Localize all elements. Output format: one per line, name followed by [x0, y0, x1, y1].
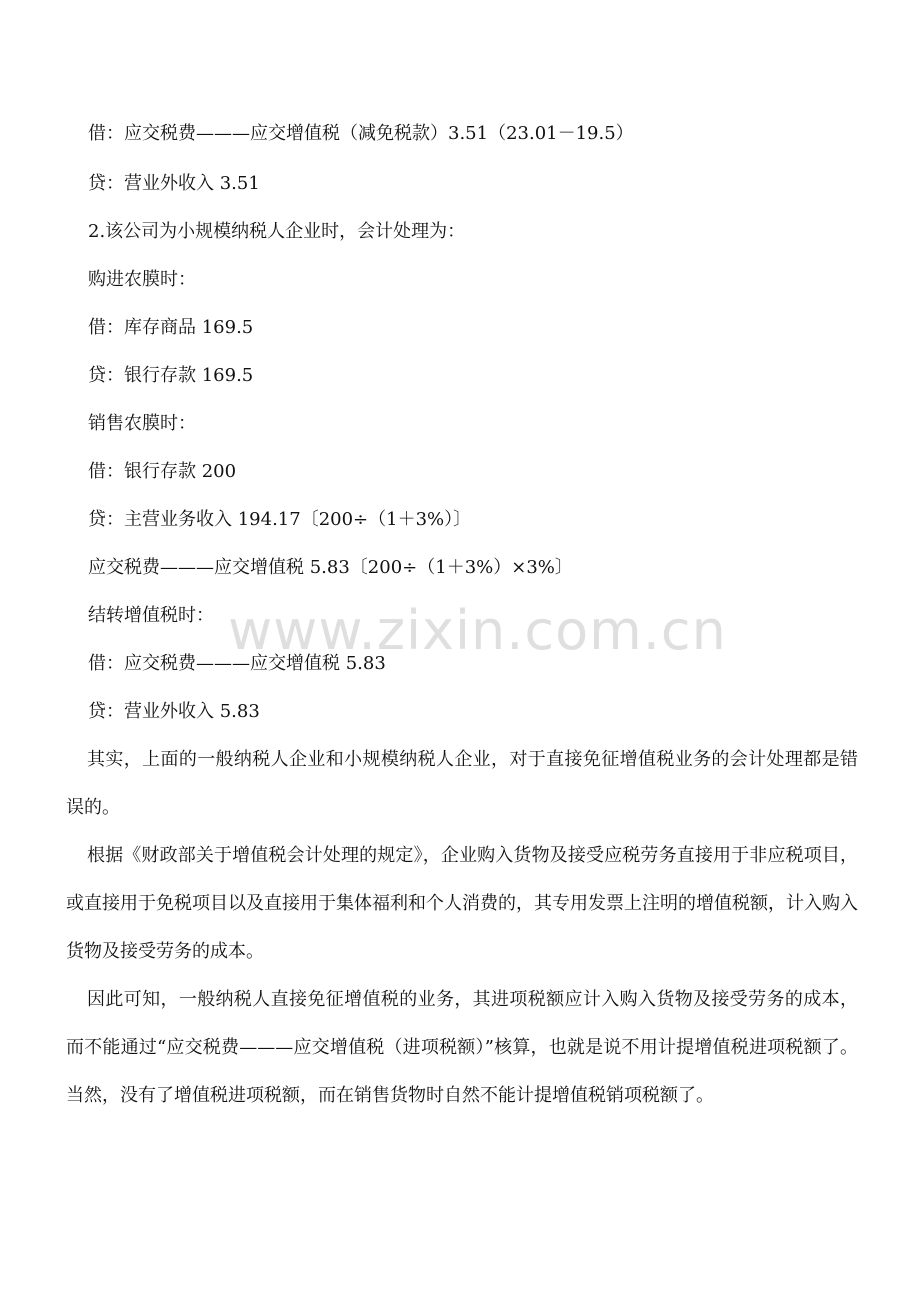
paragraph-implication: 因此可知，一般纳税人直接免征增值税的业务，其进项税额应计入购入货物及接受劳务的成本，而不能通过“应交税费———应交增值税（进项税额）”核算，也就是说不用计提增值税进项税额了。当然，没有了增值税进项税额，而在销售货物时自然不能计提增值税销项税额了。 — [66, 989, 858, 1106]
paragraph-conclusion: 其实，上面的一般纳税人企业和小规模纳税人企业，对于直接免征增值税业务的会计处理都是错误的。 — [66, 749, 858, 818]
watermark-text: www.zixin.com.cn — [228, 599, 727, 662]
entry-line-debit-tax-relief: 借：应交税费———应交增值税（减免税款）3.51（23.01－19.5） — [88, 123, 634, 144]
entry-line-debit-bank-deposit: 借：银行存款 200 — [88, 461, 237, 482]
entry-line-credit-bank-deposit: 贷：银行存款 169.5 — [88, 365, 254, 386]
step-label-purchase: 购进农膜时： — [88, 269, 196, 290]
entry-line-credit-output-vat: 应交税费———应交增值税 5.83〔200÷（1＋3%）×3%〕 — [88, 557, 573, 578]
section-heading-small-taxpayer: 2.该公司为小规模纳税人企业时，会计处理为： — [88, 221, 466, 242]
paragraph-regulation: 根据《财政部关于增值税会计处理的规定》，企业购入货物及接受应税劳务直接用于非应税项目，或直接用于免税项目以及直接用于集体福利和个人消费的，其专用发票上注明的增值税额，计入购入货物及接受劳务的成本。 — [66, 845, 858, 962]
entry-line-debit-inventory: 借：库存商品 169.5 — [88, 317, 254, 338]
step-label-transfer-vat: 结转增值税时： — [88, 605, 214, 626]
entry-line-debit-vat-payable: 借：应交税费———应交增值税 5.83 — [88, 653, 386, 674]
step-label-sale: 销售农膜时： — [88, 413, 196, 434]
entry-line-credit-nonoperating-income: 贷：营业外收入 3.51 — [88, 173, 260, 194]
entry-line-credit-main-revenue: 贷：主营业务收入 194.17〔200÷（1＋3%）〕 — [88, 509, 472, 530]
entry-line-credit-nonoperating-income-2: 贷：营业外收入 5.83 — [88, 701, 260, 722]
